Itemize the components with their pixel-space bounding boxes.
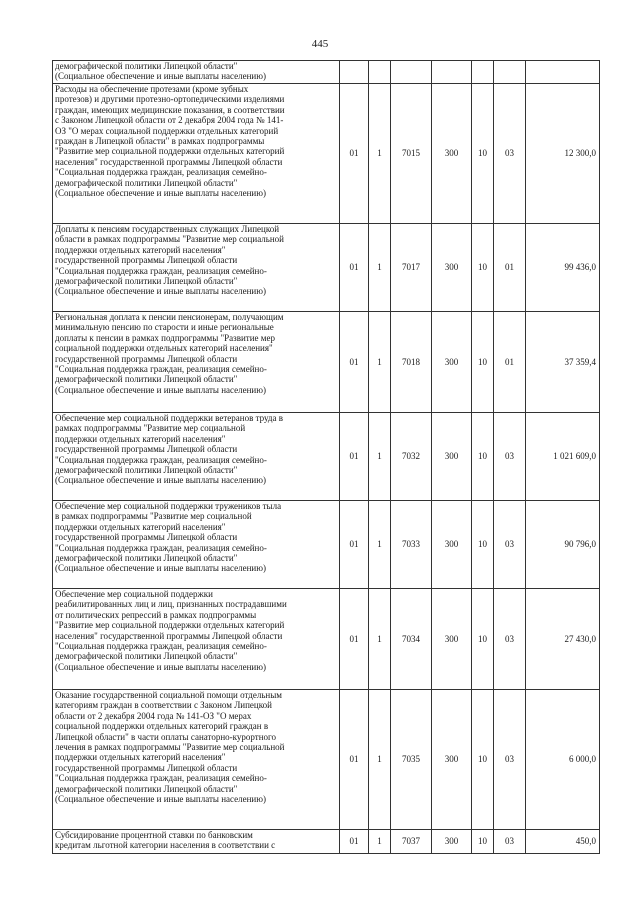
row-description: демографической политики Липецкой области" (Социальное обеспечение и иные выплаты населению) <box>53 61 340 84</box>
code-cell: 03 <box>494 413 526 501</box>
code-cell: 10 <box>472 84 494 224</box>
table-row <box>53 61 600 84</box>
code-cell: 01 <box>340 312 369 413</box>
code-cell: 03 <box>494 589 526 690</box>
code-cell: 300 <box>432 690 472 830</box>
table-row <box>53 413 600 501</box>
code-cell: 7017 <box>391 224 432 312</box>
amount-cell: 90 796,0 <box>526 501 600 589</box>
table-row <box>53 312 600 413</box>
amount-cell: 27 430,0 <box>526 589 600 690</box>
code-cell: 1 <box>369 501 391 589</box>
code-cell: 10 <box>472 589 494 690</box>
code-cell: 10 <box>472 830 494 854</box>
table-row <box>53 224 600 312</box>
code-cell: 03 <box>494 501 526 589</box>
row-description: Обеспечение мер социальной поддержки реабилитированных лиц и лиц, признанных пострадавшими от политических репрессий в рамках подпрограммы "Развитие мер социальной поддержки отдельных категорий населения" государственной программы Липецкой области "Социальная поддержка граждан, реализация семейно- демографической политики Липецкой области" (Социальное обеспечение и иные выплаты населению) <box>53 589 340 690</box>
amount-cell: 37 359,4 <box>526 312 600 413</box>
code-cell: 01 <box>340 830 369 854</box>
code-cell: 1 <box>369 224 391 312</box>
code-cell <box>369 61 391 84</box>
row-description: Региональная доплата к пенсии пенсионерам, получающим минимальную пенсию по старости и иные региональные доплаты к пенсии в рамках подпрограммы "Развитие мер социальной поддержки отдельных категорий населения" государственной программы Липецкой области "Социальная поддержка граждан, реализация семейно- демографической политики Липецкой области" (Социальное обеспечение и иные выплаты населению) <box>53 312 340 413</box>
page-number: 445 <box>311 38 329 50</box>
code-cell: 01 <box>340 690 369 830</box>
row-description: Расходы на обеспечение протезами (кроме зубных протезов) и другими протезно-ортопедическими изделиями граждан, имеющих медицинские показания, в соответствии с Законом Липецкой области от 2 декабря 2004 года № 141- ОЗ "О мерах социальной поддержки отдельных категорий граждан в Липецкой области" в рамках подпрограммы "Развитие мер социальной поддержки отдельных категорий населения" государственной программы Липецкой области "Социальная поддержка граждан, реализация семейно- демографической политики Липецкой области" (Социальное обеспечение и иные выплаты населению) <box>53 84 340 224</box>
code-cell: 7032 <box>391 413 432 501</box>
table-row <box>53 830 600 854</box>
code-cell: 300 <box>432 224 472 312</box>
code-cell <box>472 61 494 84</box>
amount-cell: 99 436,0 <box>526 224 600 312</box>
code-cell: 300 <box>432 589 472 690</box>
code-cell <box>340 61 369 84</box>
row-description: Доплаты к пенсиям государственных служащих Липецкой области в рамках подпрограммы "Развитие мер социальной поддержки отдельных категорий населения" государственной программы Липецкой области "Социальная поддержка граждан, реализация семейно- демографической политики Липецкой области" (Социальное обеспечение и иные выплаты населению) <box>53 224 340 312</box>
table-row <box>53 589 600 690</box>
code-cell: 01 <box>340 413 369 501</box>
code-cell <box>494 61 526 84</box>
row-description: Обеспечение мер социальной поддержки тружеников тыла в рамках подпрограммы "Развитие мер социальной поддержки отдельных категорий населения" государственной программы Липецкой области "Социальная поддержка граждан, реализация семейно- демографической политики Липецкой области" (Социальное обеспечение и иные выплаты населению) <box>53 501 340 589</box>
code-cell: 7015 <box>391 84 432 224</box>
amount-cell: 1 021 609,0 <box>526 413 600 501</box>
code-cell: 300 <box>432 84 472 224</box>
code-cell: 01 <box>340 224 369 312</box>
code-cell: 1 <box>369 830 391 854</box>
code-cell: 01 <box>340 84 369 224</box>
code-cell: 01 <box>494 224 526 312</box>
row-description: Оказание государственной социальной помощи отдельным категориям граждан в соответствии с Законом Липецкой области от 2 декабря 2004 года № 141-ОЗ "О мерах социальной поддержки отдельных категорий граждан в Липецкой области" в части оплаты санаторно-курортного лечения в рамках подпрограммы "Развитие мер социальной поддержки отдельных категорий населения" государственной программы Липецкой области "Социальная поддержка граждан, реализация семейно- демографической политики Липецкой области" (Социальное обеспечение и иные выплаты населению) <box>53 690 340 830</box>
code-cell: 1 <box>369 589 391 690</box>
table-row <box>53 690 600 830</box>
code-cell: 1 <box>369 312 391 413</box>
amount-cell: 450,0 <box>526 830 600 854</box>
code-cell: 7037 <box>391 830 432 854</box>
code-cell: 10 <box>472 690 494 830</box>
code-cell: 1 <box>369 690 391 830</box>
code-cell: 7034 <box>391 589 432 690</box>
row-description: Обеспечение мер социальной поддержки ветеранов труда в рамках подпрограммы "Развитие мер социальной поддержки отдельных категорий населения" государственной программы Липецкой области "Социальная поддержка граждан, реализация семейно- демографической политики Липецкой области" (Социальное обеспечение и иные выплаты населению) <box>53 413 340 501</box>
code-cell: 7033 <box>391 501 432 589</box>
table-row <box>53 84 600 224</box>
code-cell: 01 <box>494 312 526 413</box>
code-cell: 7018 <box>391 312 432 413</box>
code-cell: 01 <box>340 501 369 589</box>
amount-cell <box>526 61 600 84</box>
code-cell: 01 <box>340 589 369 690</box>
amount-cell: 6 000,0 <box>526 690 600 830</box>
table-row <box>53 501 600 589</box>
code-cell: 1 <box>369 413 391 501</box>
code-cell: 03 <box>494 830 526 854</box>
code-cell <box>432 61 472 84</box>
budget-table <box>52 60 600 854</box>
code-cell: 7035 <box>391 690 432 830</box>
code-cell: 300 <box>432 312 472 413</box>
code-cell: 300 <box>432 501 472 589</box>
code-cell: 10 <box>472 501 494 589</box>
code-cell: 10 <box>472 224 494 312</box>
code-cell: 03 <box>494 84 526 224</box>
row-description: Субсидирование процентной ставки по банковским кредитам льготной категории населения в соответствии с <box>53 830 340 854</box>
code-cell: 1 <box>369 84 391 224</box>
code-cell: 10 <box>472 312 494 413</box>
code-cell: 10 <box>472 413 494 501</box>
code-cell: 03 <box>494 690 526 830</box>
code-cell: 300 <box>432 413 472 501</box>
code-cell <box>391 61 432 84</box>
code-cell: 300 <box>432 830 472 854</box>
amount-cell: 12 300,0 <box>526 84 600 224</box>
